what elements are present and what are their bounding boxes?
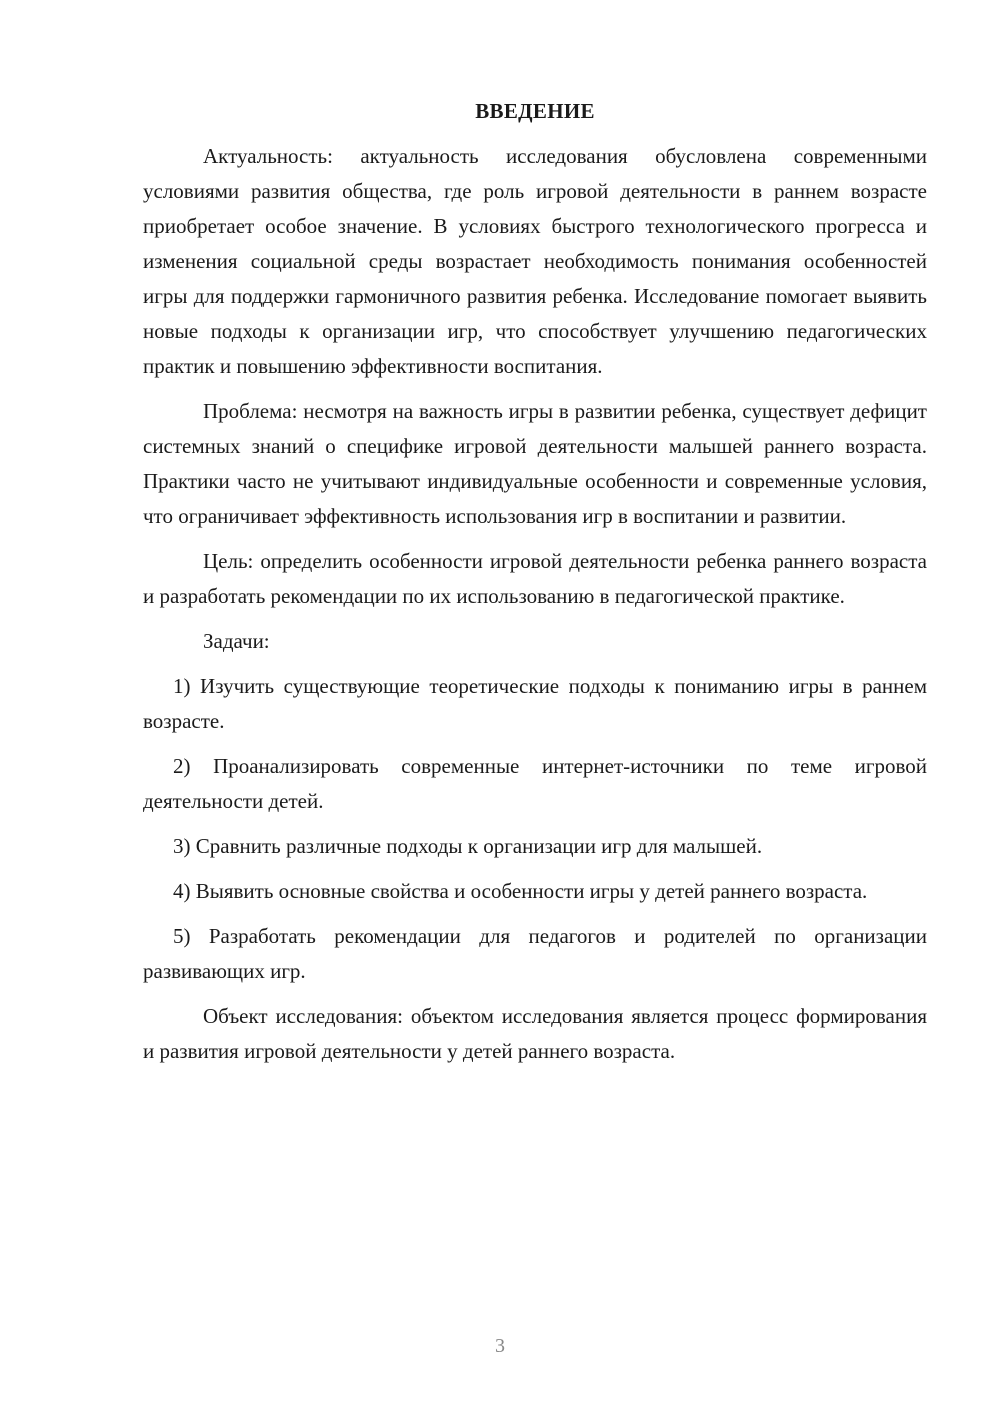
page-content bbox=[143, 96, 927, 1079]
tasks-heading: Задачи: bbox=[203, 629, 270, 653]
task-item-5: 5) Разработать рекомендации для педагогов и родителей по организации развивающих игр. bbox=[143, 924, 927, 983]
task-item-2: 2) Проанализировать современные интернет-источники по теме игровой деятельности детей. bbox=[143, 754, 927, 813]
task-item-1: 1) Изучить существующие теоретические подходы к пониманию игры в раннем возрасте. bbox=[143, 674, 927, 733]
section-title: ВВЕДЕНИЕ bbox=[475, 99, 595, 123]
task-item-3: 3) Сравнить различные подходы к организации игр для малышей. bbox=[173, 834, 763, 858]
task-item-4: 4) Выявить основные свойства и особенности игры у детей раннего возраста. bbox=[173, 879, 868, 903]
relevance-paragraph: Актуальность: актуальность исследования обусловлена современными условиями развития общества, где роль игровой деятельности в раннем возрасте приобретает особое значение. В условиях быстрого технологического прогресса и изменения социальной среды возрастает необходимость понимания особенностей игры для поддержки гармоничного развития ребенка. Исследование помогает выявить новые подходы к организации игр, что способствует улучшению педагогических практик и повышению эффективности воспитания. bbox=[143, 144, 927, 378]
problem-paragraph: Проблема: несмотря на важность игры в развитии ребенка, существует дефицит системных знаний о специфике игровой деятельности малышей раннего возраста. Практики часто не учитывают индивидуальные особенности и современные условия, что ограничивает эффективность использования игр в воспитании и развитии. bbox=[143, 399, 927, 528]
object-paragraph: Объект исследования: объектом исследования является процесс формирования и развития игровой деятельности у детей раннего возраста. bbox=[143, 1004, 927, 1063]
page-number: 3 bbox=[495, 1335, 505, 1357]
goal-paragraph: Цель: определить особенности игровой деятельности ребенка раннего возраста и разработать рекомендации по их использованию в педагогической практике. bbox=[143, 549, 927, 608]
